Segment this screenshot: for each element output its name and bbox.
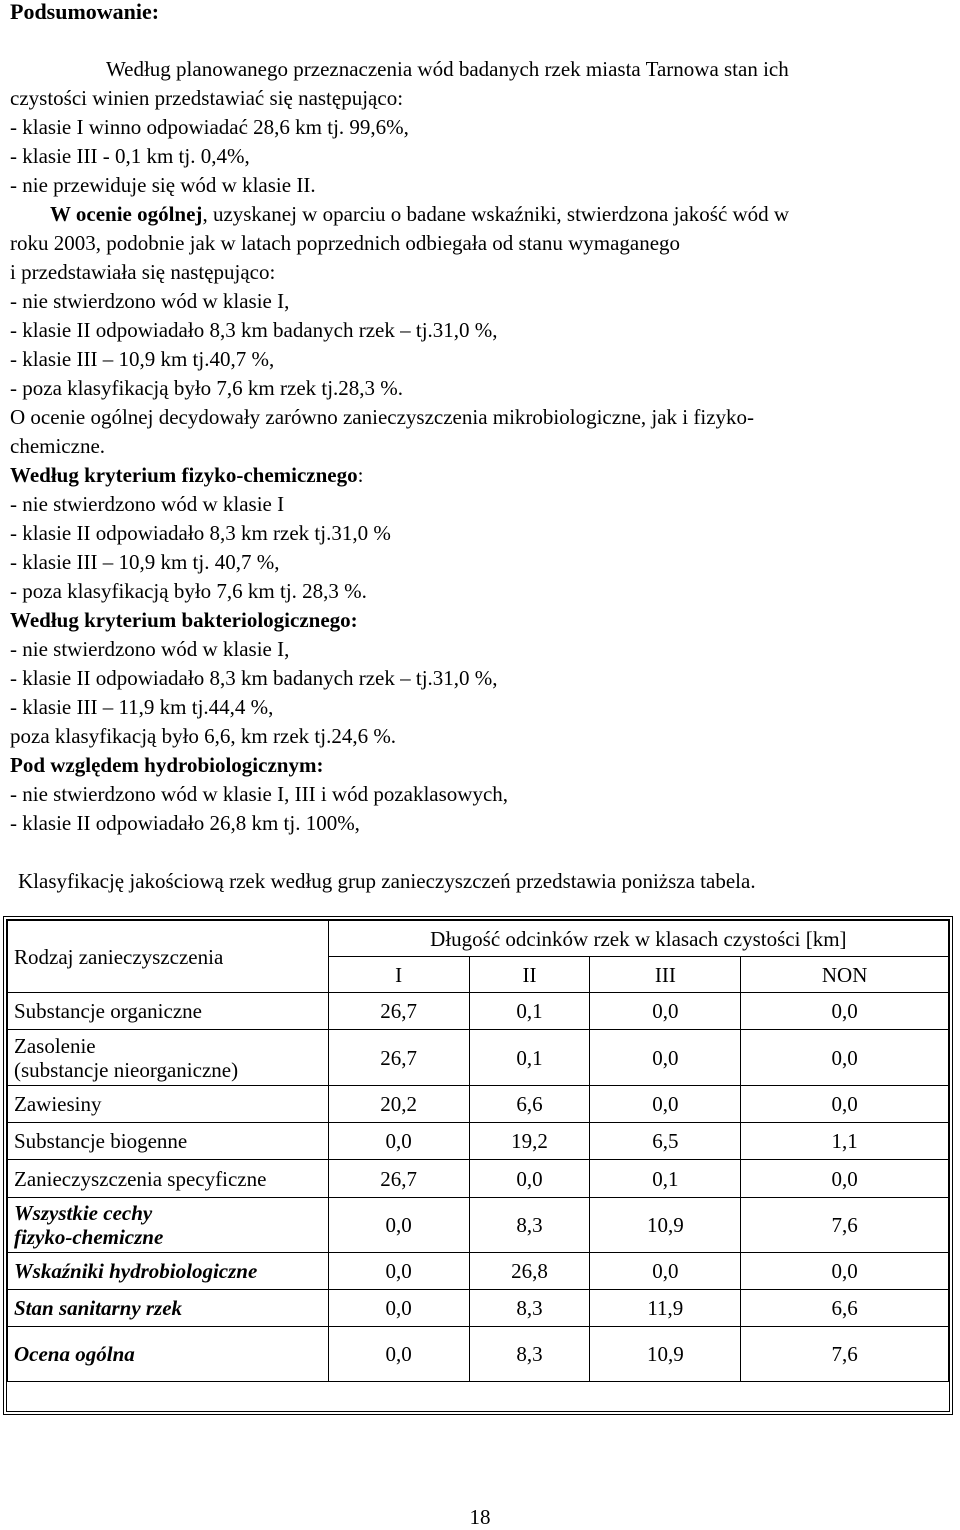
general-bullet: - klasie II odpowiadało 8,3 km badanych rzek – tj.31,0 %, (10, 318, 498, 342)
table-cell: 8,3 (469, 1198, 590, 1253)
physchem-bullet: - klasie III – 10,9 km tj. 40,7 %, (10, 550, 280, 574)
general-conclusion-line-2: chemiczne. (10, 434, 106, 458)
table-header-row (8, 921, 949, 957)
table-cell: 0,0 (741, 993, 949, 1030)
table-cell: 0,0 (328, 1198, 469, 1253)
row-label-line-1: Stan sanitarny rzek (14, 1296, 183, 1320)
physchem-heading (10, 462, 363, 488)
classification-table-frame (3, 916, 953, 1415)
row-label-line-1: Ocena ogólna (14, 1342, 135, 1366)
table-cell: 0,0 (741, 1086, 949, 1123)
intro-line-2: czystości winien przedstawiać się następująco: (10, 86, 404, 110)
table-row (8, 1123, 949, 1160)
row-label (8, 1160, 329, 1198)
intro-bullet: - klasie I winno odpowiadać 28,6 km tj. 99,6%, (10, 115, 409, 139)
column-header: II (469, 957, 590, 993)
hydro-bullet: - klasie II odpowiadało 26,8 km tj. 100%, (10, 811, 360, 835)
row-label-line-1: Zanieczyszczenia specyficzne (14, 1166, 267, 1191)
table-cell: 0,0 (590, 1030, 741, 1086)
row-label (8, 1030, 329, 1086)
row-label-line-2: (substancje nieorganiczne) (14, 1057, 239, 1082)
row-label (8, 1123, 329, 1160)
table-row (8, 1327, 949, 1382)
table-cell: 0,0 (741, 1253, 949, 1290)
table-row (8, 1198, 949, 1253)
row-label (8, 1253, 329, 1290)
general-paragraph-line-3: i przedstawiała się następująco: (10, 260, 276, 284)
intro-bullet: - nie przewiduje się wód w klasie II. (10, 173, 316, 197)
physchem-colon: : (357, 463, 364, 487)
summary-heading: Podsumowanie: (10, 0, 160, 24)
table-cell: 11,9 (590, 1290, 741, 1327)
general-paragraph-line-2: roku 2003, podobnie jak w latach poprzednich odbiegała od stanu wymaganego (10, 231, 681, 255)
hydro-bullet: - nie stwierdzono wód w klasie I, III i wód pozaklasowych, (10, 782, 509, 806)
table-cell: 26,7 (328, 1160, 469, 1198)
table-cell: 10,9 (590, 1327, 741, 1382)
table-cell: 0,1 (469, 993, 590, 1030)
table-cell: 26,7 (328, 1030, 469, 1086)
intro-line-1: Według planowanego przeznaczenia wód badanych rzek miasta Tarnowa stan ich (106, 57, 789, 81)
intro-bullet: - klasie III - 0,1 km tj. 0,4%, (10, 144, 250, 168)
row-label (8, 1327, 329, 1382)
table-cell: 20,2 (328, 1086, 469, 1123)
row-label (8, 1290, 329, 1327)
table-cell: 26,7 (328, 993, 469, 1030)
physchem-bold-lead: Według kryterium fizyko-chemicznego (10, 463, 358, 487)
table-cell: 7,6 (741, 1327, 949, 1382)
table-body (8, 993, 949, 1382)
column-header: NON (741, 957, 949, 993)
row-label-line-1: Zawiesiny (14, 1092, 102, 1116)
hydro-heading: Pod względem hydrobiologicznym: (10, 753, 324, 777)
bacterio-bullet: poza klasyfikacją było 6,6, km rzek tj.24,6 %. (10, 724, 397, 748)
bacterio-heading: Według kryterium bakteriologicznego: (10, 608, 358, 632)
column-header: III (590, 957, 741, 993)
header-group: Długość odcinków rzek w klasach czystości [km] (328, 921, 948, 957)
table-cell: 0,0 (328, 1290, 469, 1327)
table-cell: 10,9 (590, 1198, 741, 1253)
bacterio-bullet: - klasie III – 11,9 km tj.44,4 %, (10, 695, 274, 719)
physchem-bullet: - klasie II odpowiadało 8,3 km rzek tj.31,0 % (10, 521, 391, 545)
table-cell: 6,6 (741, 1290, 949, 1327)
table-cell: 0,0 (328, 1327, 469, 1382)
table-cell: 0,1 (590, 1160, 741, 1198)
table-cell: 19,2 (469, 1123, 590, 1160)
row-label-line-2: fizyko-chemiczne (14, 1225, 164, 1249)
general-bullet: - nie stwierdzono wód w klasie I, (10, 289, 290, 313)
table-cell: 8,3 (469, 1290, 590, 1327)
general-bullet: - poza klasyfikacją było 7,6 km rzek tj.28,3 %. (10, 376, 404, 400)
table-row (8, 1030, 949, 1086)
row-label-line-1: Wskaźniki hydrobiologiczne (14, 1259, 258, 1283)
row-label (8, 1086, 329, 1123)
table-cell: 6,5 (590, 1123, 741, 1160)
table-cell: 0,0 (590, 1086, 741, 1123)
table-cell: 8,3 (469, 1327, 590, 1382)
row-label-line-1: Substancje biogenne (14, 1129, 188, 1153)
header-row-label: Rodzaj zanieczyszczenia (8, 921, 329, 993)
general-line-1-rest: , uzyskanej w oparciu o badane wskaźniki, stwierdzona jakość wód w (202, 202, 790, 226)
row-label (8, 993, 329, 1030)
table-row (8, 993, 949, 1030)
physchem-bullet: - poza klasyfikacją było 7,6 km tj. 28,3 %. (10, 579, 367, 603)
bacterio-bullet: - nie stwierdzono wód w klasie I, (10, 637, 290, 661)
general-paragraph-line-1 (50, 201, 789, 227)
table-row (8, 1086, 949, 1123)
bacterio-bullet: - klasie II odpowiadało 8,3 km badanych rzek – tj.31,0 %, (10, 666, 498, 690)
table-cell: 0,0 (328, 1123, 469, 1160)
table-cell: 7,6 (741, 1198, 949, 1253)
general-bullet: - klasie III – 10,9 km tj.40,7 %, (10, 347, 275, 371)
table-cell: 0,0 (741, 1030, 949, 1086)
table-cell: 0,0 (469, 1160, 590, 1198)
general-bold-lead: W ocenie ogólnej (50, 202, 203, 226)
table-cell: 26,8 (469, 1253, 590, 1290)
classification-table-inner (6, 919, 950, 1412)
table-cell: 0,0 (590, 993, 741, 1030)
row-label-line-1: Zasolenie (14, 1033, 96, 1058)
physchem-bullet: - nie stwierdzono wód w klasie I (10, 492, 285, 516)
table-intro: Klasyfikację jakościową rzek według grup zanieczyszczeń przedstawia poniższa tabela. (18, 869, 756, 893)
general-conclusion-line-1: O ocenie ogólnej decydowały zarówno zanieczyszczenia mikrobiologiczne, jak i fizyko- (10, 405, 755, 429)
row-label-line-1: Substancje organiczne (14, 999, 202, 1023)
table-row (8, 1290, 949, 1327)
table-cell: 0,0 (741, 1160, 949, 1198)
table-cell: 6,6 (469, 1086, 590, 1123)
column-header: I (328, 957, 469, 993)
row-label (8, 1198, 329, 1253)
row-label-line-1: Wszystkie cechy (14, 1201, 153, 1225)
classification-table (7, 920, 949, 1382)
table-cell: 1,1 (741, 1123, 949, 1160)
table-row (8, 1160, 949, 1198)
table-cell: 0,0 (328, 1253, 469, 1290)
table-cell: 0,1 (469, 1030, 590, 1086)
table-row (8, 1253, 949, 1290)
page-number: 18 (469, 1505, 491, 1529)
table-cell: 0,0 (590, 1253, 741, 1290)
